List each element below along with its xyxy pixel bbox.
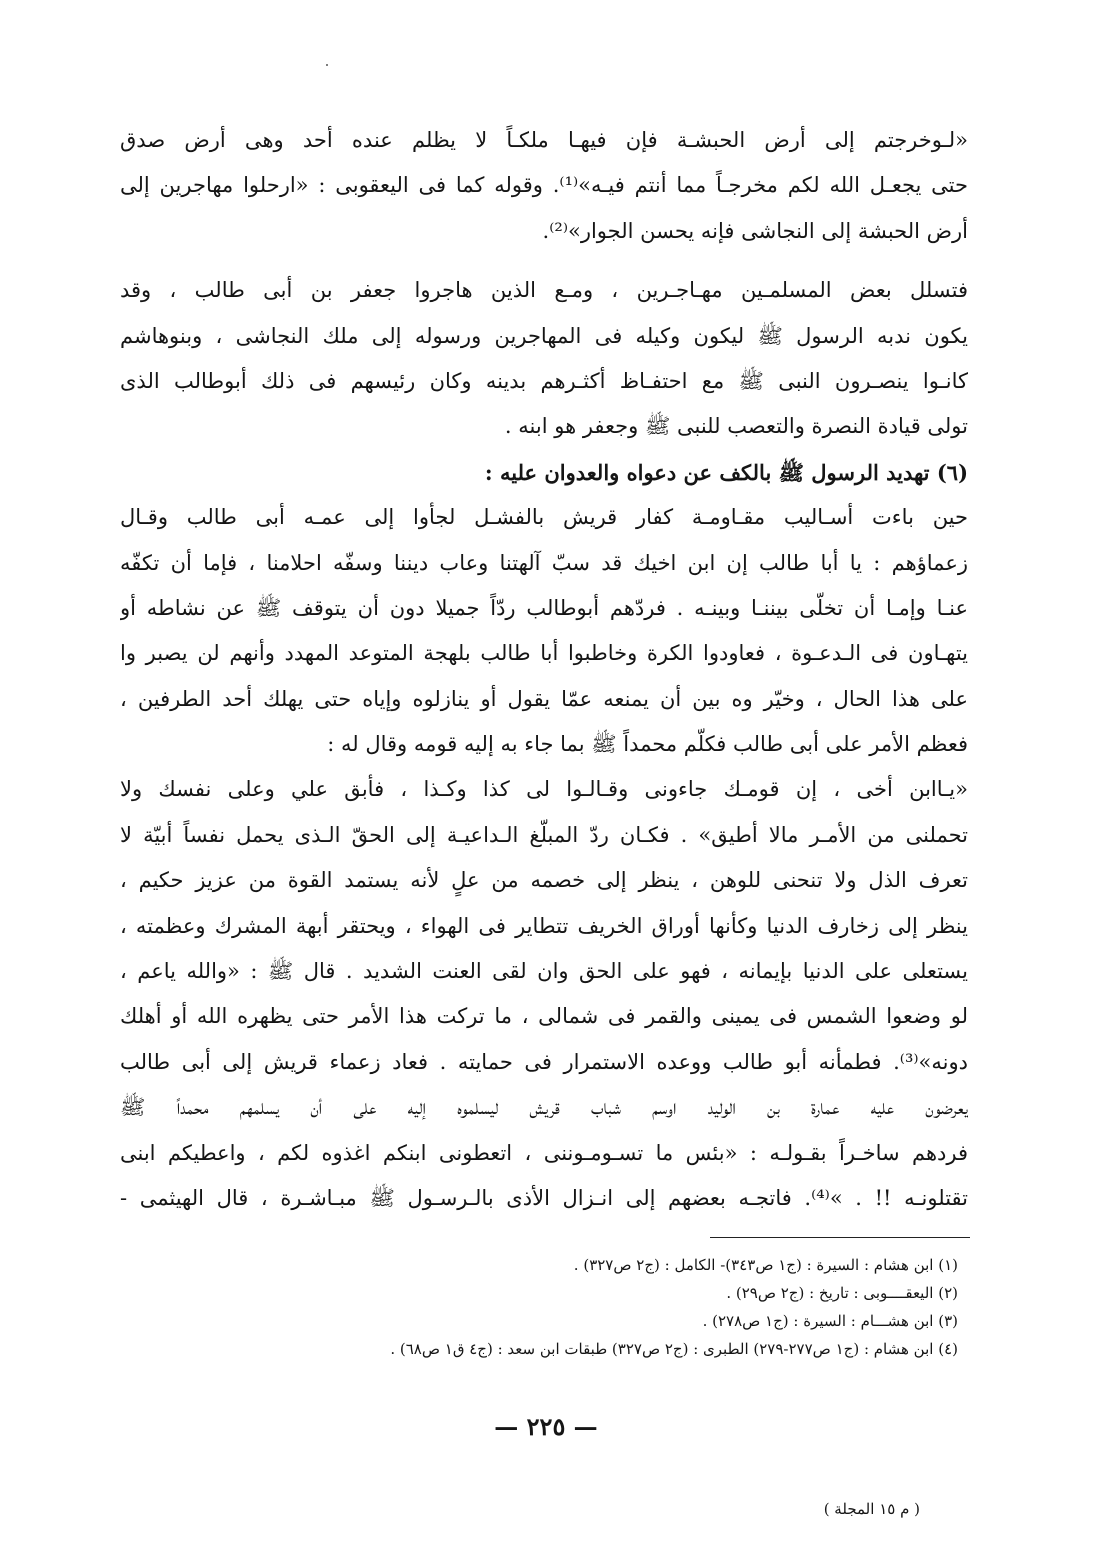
body-line: تحملنى من الأمـر مالا أطيق» . فكـان ردّ المبلّغ الـداعيـة إلى الحقّ الـذى يحمل نفساً أبيّة لا xyxy=(120,822,968,847)
body-line: يعرضون عليه عمارة بن الوليد اوسم شباب قريش ليسلموه إليه على أن يسلمهم محمداً ﷺ xyxy=(120,1095,968,1120)
body-line: على هذا الحال ، وخيّر وه بين أن يمنعه عمّا يقول أو ينازلوه وإياه حتى يهلك أحد الطرفين ، xyxy=(120,686,968,711)
body-line: يتهـاون فى الـدعـوة ، فعاودوا الكرة وخاطبوا أبا طالب بلهجة المتوعد المهدد وأنهم لن يصبر وا xyxy=(120,641,968,666)
scan-speck xyxy=(326,64,328,66)
body-line: «لـوخرجتم إلى أرض الحبشـة فإن فيهـا ملكـاً لا يظلم عنده أحد وهى أرض صدق xyxy=(120,128,968,152)
body-line: عنـا وإمـا أن تخلّى بيننـا وبينـه . فردّهم أبوطالب ردّاً جميلا دون أن يتوقف ﷺ عن نشاطه أو xyxy=(120,595,968,620)
footnote: (٣) ابن هشـــام : السيرة : (ج١ ص٢٧٨) . xyxy=(702,1312,958,1330)
body-line: كانـوا ينصـرون النبى ﷺ مع احتفـاظ أكثـرهم بدينه وكان رئيسهم فى ذلك أبوطالب الذى xyxy=(120,368,968,393)
body-line: تعرف الذل ولا تنحنى للوهن ، ينظر إلى خصمه من علٍ لأنه يستمد القوة من عزيز حكيم ، xyxy=(120,868,968,893)
page-number: — ٢٢٥ — xyxy=(494,1412,598,1441)
body-line: أرض الحبشة إلى النجاشى فإنه يحسن الجوار»⁽²⁾. xyxy=(542,218,968,243)
body-line: حين باءت أسـاليب مقـاومـة كفار قريش بالفشـل لجأوا إلى عمـه أبى طالب وقـال xyxy=(120,505,968,530)
body-line: حتى يجعـل الله لكم مخرجـاً مما أنتم فيـه»⁽¹⁾. وقوله كما فى اليعقوبى : «ارحلوا مهاجرين إلى xyxy=(120,173,968,198)
footnote: (١) ابن هشام : السيرة : (ج١ ص٣٤٣)- الكامل : (ج٢ ص٣٢٧) . xyxy=(573,1256,958,1274)
body-line: فعظم الأمر على أبى طالب فكلّم محمداً ﷺ بما جاء به إليه قومه وقال له : xyxy=(327,732,968,757)
footnote: (٤) ابن هشام : (ج١ ص٢٧٧-٢٧٩) الطبرى : (ج٢ ص٣٢٧) طبقات ابن سعد : (ج٤ ق١ ص٦٨) . xyxy=(390,1340,958,1358)
body-line: فتسلل بعض المسلمـين مهـاجـرين ، ومـع الذين هاجروا جعفر بن أبى طالب ، وقد xyxy=(120,278,968,303)
footnote-divider xyxy=(710,1237,970,1238)
section-heading: (٦) تهديد الرسول ﷺ بالكف عن دعواه والعدوان عليه : xyxy=(484,459,968,485)
body-line: يستعلى على الدنيا بإيمانه ، فهو على الحق وان لقى العنت الشديد . قال ﷺ : «والله ياعم ، xyxy=(120,959,968,984)
body-line: دونه»⁽³⁾. فطمأنه أبو طالب ووعده الاستمرار فى حمايته . فعاد زعماء قريش إلى أبى طالب xyxy=(120,1049,968,1074)
body-line: تقتلونـه !! . »⁽⁴⁾. فاتجـه بعضهم إلى انـزال الأذى بالـرسـول ﷺ مبـاشـرة ، قال الهيثمى - xyxy=(120,1185,968,1210)
footnote: (٢) اليعقــــوبى : تاريخ : (ج٢ ص٢٩) . xyxy=(726,1284,958,1302)
footnotes xyxy=(150,1251,958,1363)
body-line: زعماؤهم : يا أبا طالب إن ابن اخيك قد سبّ آلهتنا وعاب ديننا وسفّه احلامنا ، فإما أن تكفّه xyxy=(120,550,968,575)
body-line: يكون ندبه الرسول ﷺ ليكون وكيله فى المهاجرين ورسوله إلى ملك النجاشى ، وبنوهاشم xyxy=(120,323,968,348)
signature-mark: ( م ١٥ المجلة ) xyxy=(823,1500,920,1518)
body-line: لو وضعوا الشمس فى يمينى والقمر فى شمالى ، ما تركت هذا الأمر حتى يظهره الله أو أهلك xyxy=(120,1004,968,1029)
body-line: فردهم ساخـراً بقـولـه : «بئس ما تسـومـوننى ، اتعطونى ابنكم اغذوه لكم ، واعطيكم ابنى xyxy=(120,1140,968,1165)
body-line: ينظر إلى زخارف الدنيا وكأنها أوراق الخريف تتطاير فى الهواء ، ويحتقر أبهة المشرك وعظمته ، xyxy=(120,913,968,938)
main-text-block xyxy=(120,118,968,1221)
body-line: «يـاابن أخى ، إن قومـك جاءونى وقـالـوا لى كذا وكـذا ، فأبق علي وعلى نفسك ولا xyxy=(120,777,968,802)
body-line: تولى قيادة النصرة والتعصب للنبى ﷺ وجعفر هو ابنه . xyxy=(504,414,968,439)
